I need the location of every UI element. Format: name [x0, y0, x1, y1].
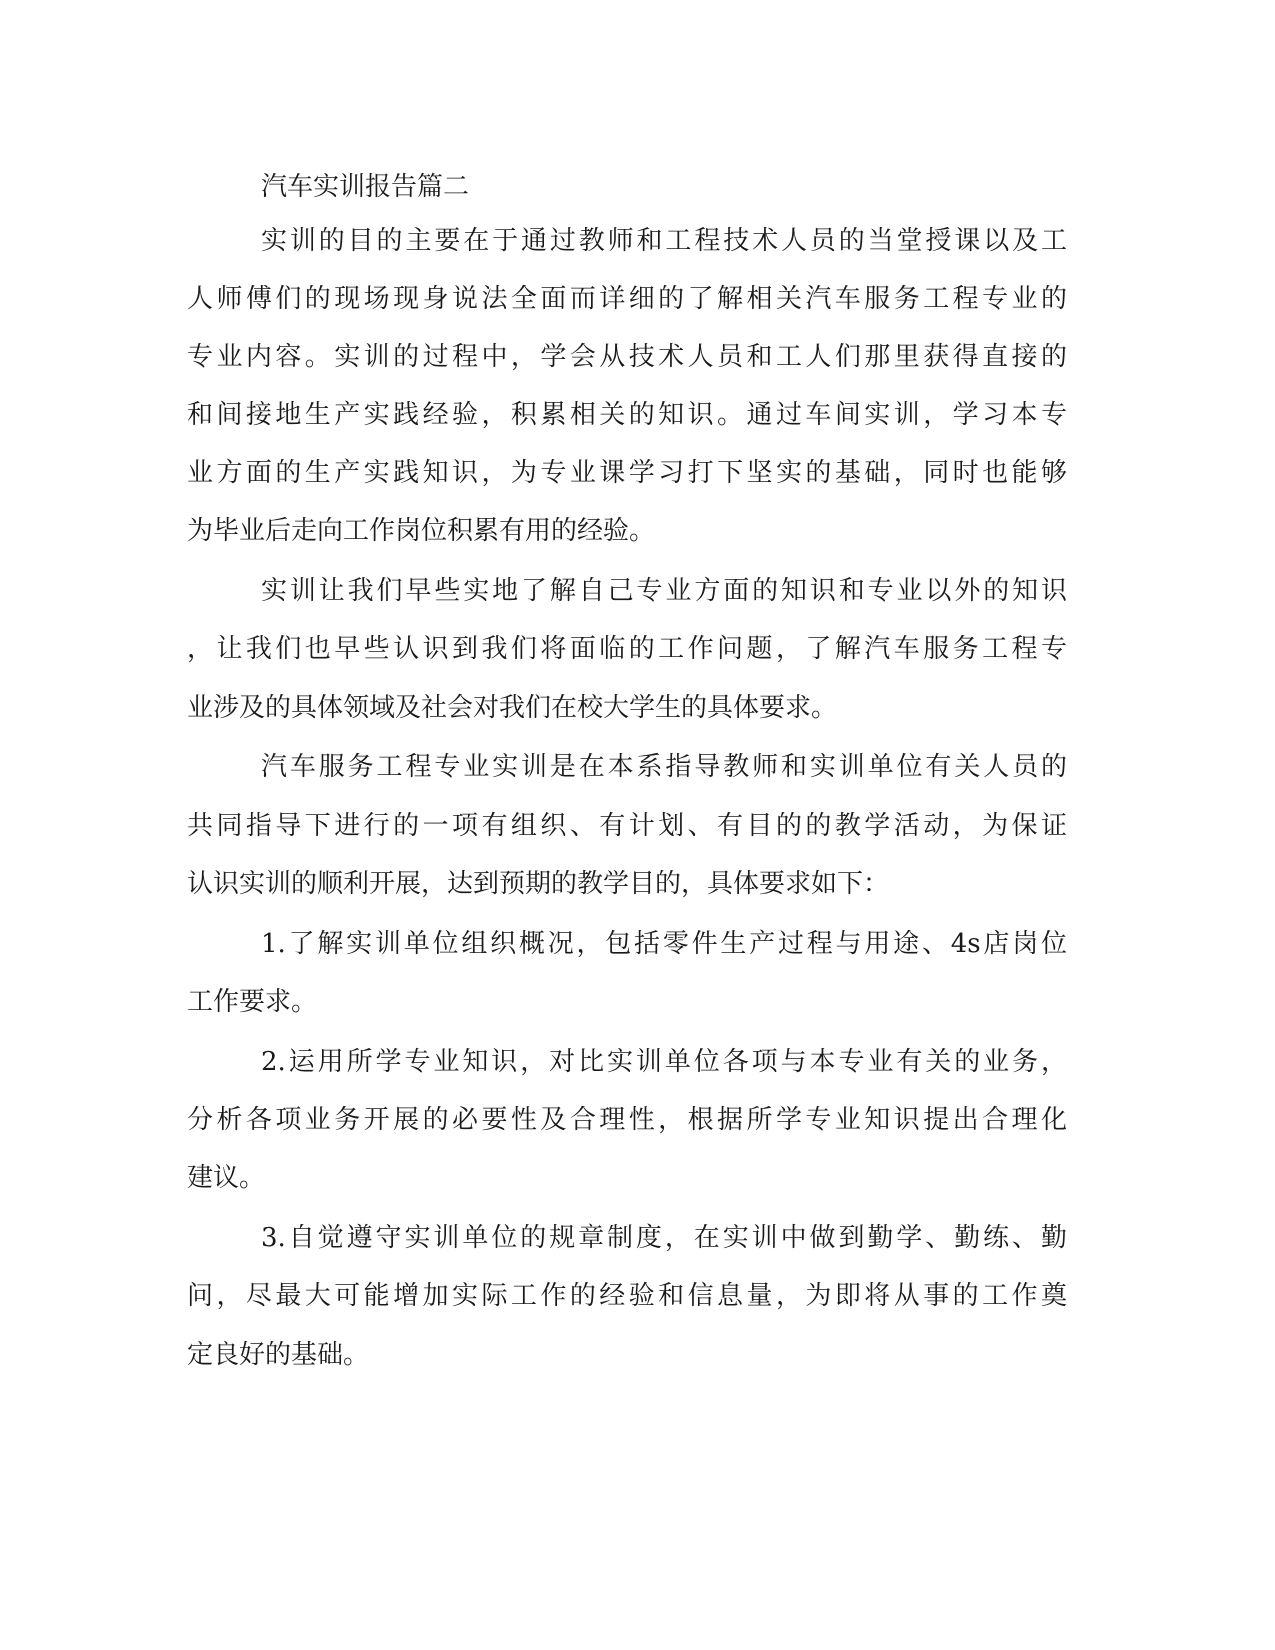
paragraph-1-line-5: 业方面的生产实践知识，为专业课学习打下坚实的基础，同时也能够	[187, 458, 1067, 488]
paragraph-2-line-1: 实训让我们早些实地了解自己专业方面的知识和专业以外的知识	[261, 576, 1067, 606]
paragraph-5-line-2: 分析各项业务开展的必要性及合理性，根据所学专业知识提出合理化	[187, 1105, 1067, 1135]
paragraph-6-line-1: 3.自觉遵守实训单位的规章制度，在实训中做到勤学、勤练、勤	[261, 1223, 1067, 1253]
paragraph-4-line-1: 1.了解实训单位组织概况，包括零件生产过程与用途、4s店岗位	[261, 929, 1067, 959]
paragraph-1-line-3: 专业内容。实训的过程中，学会从技术人员和工人们那里获得直接的	[187, 342, 1067, 372]
paragraph-3-line-2: 共同指导下进行的一项有组织、有计划、有目的的教学活动，为保证	[187, 811, 1067, 841]
paragraph-5-line-3: 建议。	[187, 1163, 266, 1193]
paragraph-3-line-3: 认识实训的顺利开展，达到预期的教学目的，具体要求如下：	[187, 869, 890, 899]
paragraph-1-line-1: 实训的目的主要在于通过教师和工程技术人员的当堂授课以及工	[261, 226, 1067, 256]
paragraph-1-line-4: 和间接地生产实践经验，积累相关的知识。通过车间实训，学习本专	[187, 400, 1067, 430]
paragraph-6-line-2: 问，尽最大可能增加实际工作的经验和信息量，为即将从事的工作奠	[187, 1281, 1067, 1311]
paragraph-4-line-2: 工作要求。	[187, 987, 318, 1017]
document-title: 汽车实训报告篇二	[261, 172, 470, 202]
paragraph-6-line-3: 定良好的基础。	[187, 1340, 370, 1370]
paragraph-1-line-6: 为毕业后走向工作岗位积累有用的经验。	[187, 516, 656, 546]
paragraph-2-line-2: ，让我们也早些认识到我们将面临的工作问题，了解汽车服务工程专	[187, 634, 1067, 664]
paragraph-3-line-1: 汽车服务工程专业实训是在本系指导教师和实训单位有关人员的	[261, 752, 1067, 782]
paragraph-5-line-1: 2.运用所学专业知识，对比实训单位各项与本专业有关的业务，	[261, 1047, 1067, 1077]
paragraph-2-line-3: 业涉及的具体领域及社会对我们在校大学生的具体要求。	[187, 693, 838, 723]
paragraph-1-line-2: 人师傅们的现场现身说法全面而详细的了解相关汽车服务工程专业的	[187, 284, 1067, 314]
